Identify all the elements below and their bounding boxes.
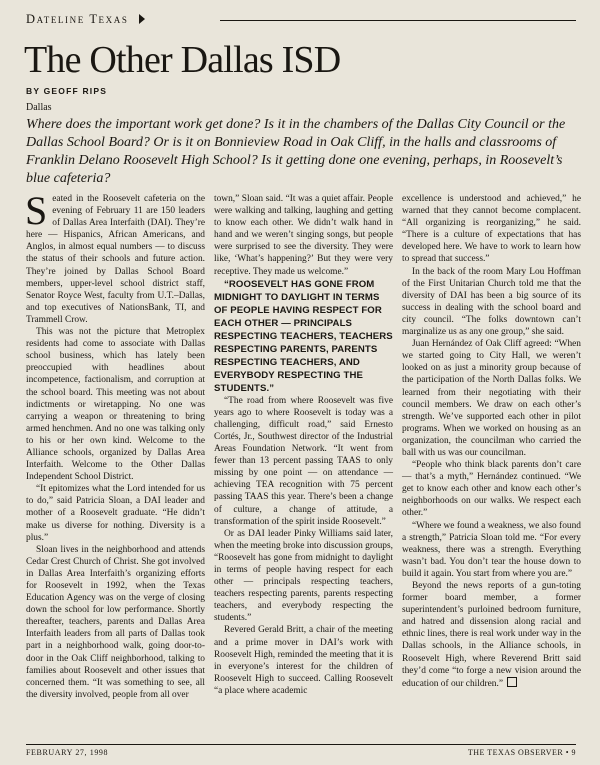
article-headline: The Other Dallas ISD xyxy=(24,39,341,81)
section-rule xyxy=(220,20,576,21)
pull-quote: “ROOSEVELT HAS GONE FROM MIDNIGHT TO DAYLIGHT IN TERMS OF PEOPLE HAVING RESPECT FOR EACH OTHER — PRINCIPALS RESPECTING TEACHERS, TEACHERS RESPECTING PARENTS, PARENTS RESPECTING TEACHERS, AND EVERYBODY RESPECTING THE STUDENTS.” xyxy=(214,278,393,394)
paragraph: “The road from where Roosevelt was five years ago to where Roosevelt is today was a challenging, difficult road,” said Ernesto Cortés, Jr., Southwest director of the Industrial Areas Foundation Network. “It went from fewer than 13 percent passing TAAS to only missing by one point — on attendance — achieving TEA recognition with 75 percent passing TAAS this year. There’s been a change of culture, a change of attitude, a transformation of the spirit inside Roosevelt.” xyxy=(214,395,393,527)
drop-cap: S xyxy=(25,188,48,233)
final-paragraph xyxy=(402,580,581,690)
paragraph: Or as DAI leader Pinky Williams said later, when the meeting broke into discussion groups, “Roosevelt has gone from midnight to daylight in terms of people having respect for each other — principals respecting teachers, teachers respecting parents, parents respecting teachers, and everybody respecting the students.” xyxy=(214,528,393,624)
paragraph: This was not the picture that Metroplex residents had come to associate with Dallas school business, which has lately been preoccupied with headlines about incompetence, factionalism, and corruption at the school board. This meeting was not about indictments or wiretapping. No one was carrying a weapon or threatening to bring armed henchmen. And no one was talking only to his or her own kind. Welcome to the Alliance schools, organized by Dallas Area Interfaith. Welcome to the Other Dallas Independent School District. xyxy=(26,327,205,483)
lead-paragraph xyxy=(25,188,205,326)
article-deck: Where does the important work get done? Is it in the chambers of the Dallas City Council or the Dallas School Board? Or is it on Bonnieview Road in Oak Cliff, in the halls and classrooms of Franklin Delano Roosevelt High School? Is it getting done one evening, perhaps, in Roosevelt’s blue cafeteria? xyxy=(26,117,566,186)
section-dateline xyxy=(26,12,576,28)
article-column-3 xyxy=(402,193,581,690)
issue-date: FEBRUARY 27, 1998 xyxy=(26,748,109,757)
page-folio: THE TEXAS OBSERVER • 9 xyxy=(467,748,576,757)
paragraph: Juan Hernández of Oak Cliff agreed: “When we started going to City Hall, we weren’t looked on as just a minority group because of the participation of the North Dallas folks. We learned from their negotiating with their council members. We draw on each other’s strength. We’ve supported each other in pilot programs. When we worked on housing as an organization, the councilman who carried the ball with us was our councilman. xyxy=(402,339,581,458)
article-column-1 xyxy=(25,188,205,701)
article-column-2 xyxy=(214,193,393,697)
paragraph: In the back of the room Mary Lou Hoffman of the First Unitarian Church told me that the diversity of DAI has been a big source of its success in dealing with the school board and city council. “The folks downtown can’t marginalize us as any one group,” she said. xyxy=(402,266,581,338)
paragraph: “It epitomizes what the Lord intended for us to do,” said Patricia Sloan, a DAI leader and mother of a Roosevelt graduate. “He didn’t make us diverse for nothing. Diversity is a plus.” xyxy=(26,484,205,543)
paragraph: “People who think black parents don’t care — that’s a myth,” Hernández continued. “We get to know each other and know each other’s neighborhoods on our walks. We respect each other.” xyxy=(402,460,581,519)
paragraph: excellence is understood and achieved,” he warned that they cannot become complacent. “All organizing is reorganizing,” he said. “There is a culture of expectations that has developed here. We have to work to learn how to spread that success.” xyxy=(402,194,581,265)
end-mark-icon xyxy=(507,677,517,687)
paragraph: town,” Sloan said. “It was a quiet affair. People were walking and talking, laughing and getting to know each other. We didn’t walk hand in hand and we weren’t singing songs, but people were surprised to see the diversity. They were like, ‘What’s happening?’ But they were very receptive. They made us welcome.” xyxy=(214,194,393,277)
triangle-arrow-icon xyxy=(139,14,145,24)
section-label: Dateline Texas xyxy=(26,12,129,26)
dateline-city: Dallas xyxy=(26,102,52,113)
paragraph-text: Beyond the news reports of a gun-toting former board member, a former superintendent’s purloined bedroom furniture, and hatred and dissension along racial and ethnic lines, there is real work under way in the Dallas schools, in the Alliance schools, in Roosevelt High, where Reverend Britt said they’d come “to forge a new vision around the education of our children.” xyxy=(402,581,581,689)
paragraph: Sloan lives in the neighborhood and attends Cedar Crest Church of Christ. She got involved in Dallas Area Interfaith’s organizing efforts for Roosevelt in 1992, when the Texas Education Agency was on the verge of closing down the school for low performance. Shortly thereafter, teachers, parents and Dallas Area Interfaith leaders from all parts of Dallas took part in a neighborhood walk, going door-to-door in the Oak Cliff neighborhood, talking to families about Roosevelt and other issues that concerned them. “It was something to see, all the diversity involved, people from all over xyxy=(26,544,205,700)
byline: BY GEOFF RIPS xyxy=(26,86,108,96)
paragraph: “Where we found a weakness, we also found a strength,” Patricia Sloan told me. “For every weakness, there was a strength. Everything wasn’t bad. You don’t tear the house down to build it again. You start from where you are.” xyxy=(402,520,581,579)
paragraph: Revered Gerald Britt, a chair of the meeting and a prime mover in DAI’s work with Roosevelt High, reminded the meeting that it is in everyone’s interest for the children of Roosevelt High to succeed. Calling Roosevelt “a place where academic xyxy=(214,625,393,696)
footer-rule xyxy=(26,744,576,745)
paragraph-text: eated in the Roosevelt cafeteria on the evening of February 11 are 150 leaders of Dallas Area Interfaith (DAI). They’re here — Hispanics, African Americans, and Anglos, in almost equal numbers — to discuss the status of their schools and future action. They’re joined by Dallas School Board members, upper-level school district staff, Senator Royce West, faculty from U.T.–Dallas, and top executives of NationsBank, TI, and Trammell Crow. xyxy=(26,194,205,325)
